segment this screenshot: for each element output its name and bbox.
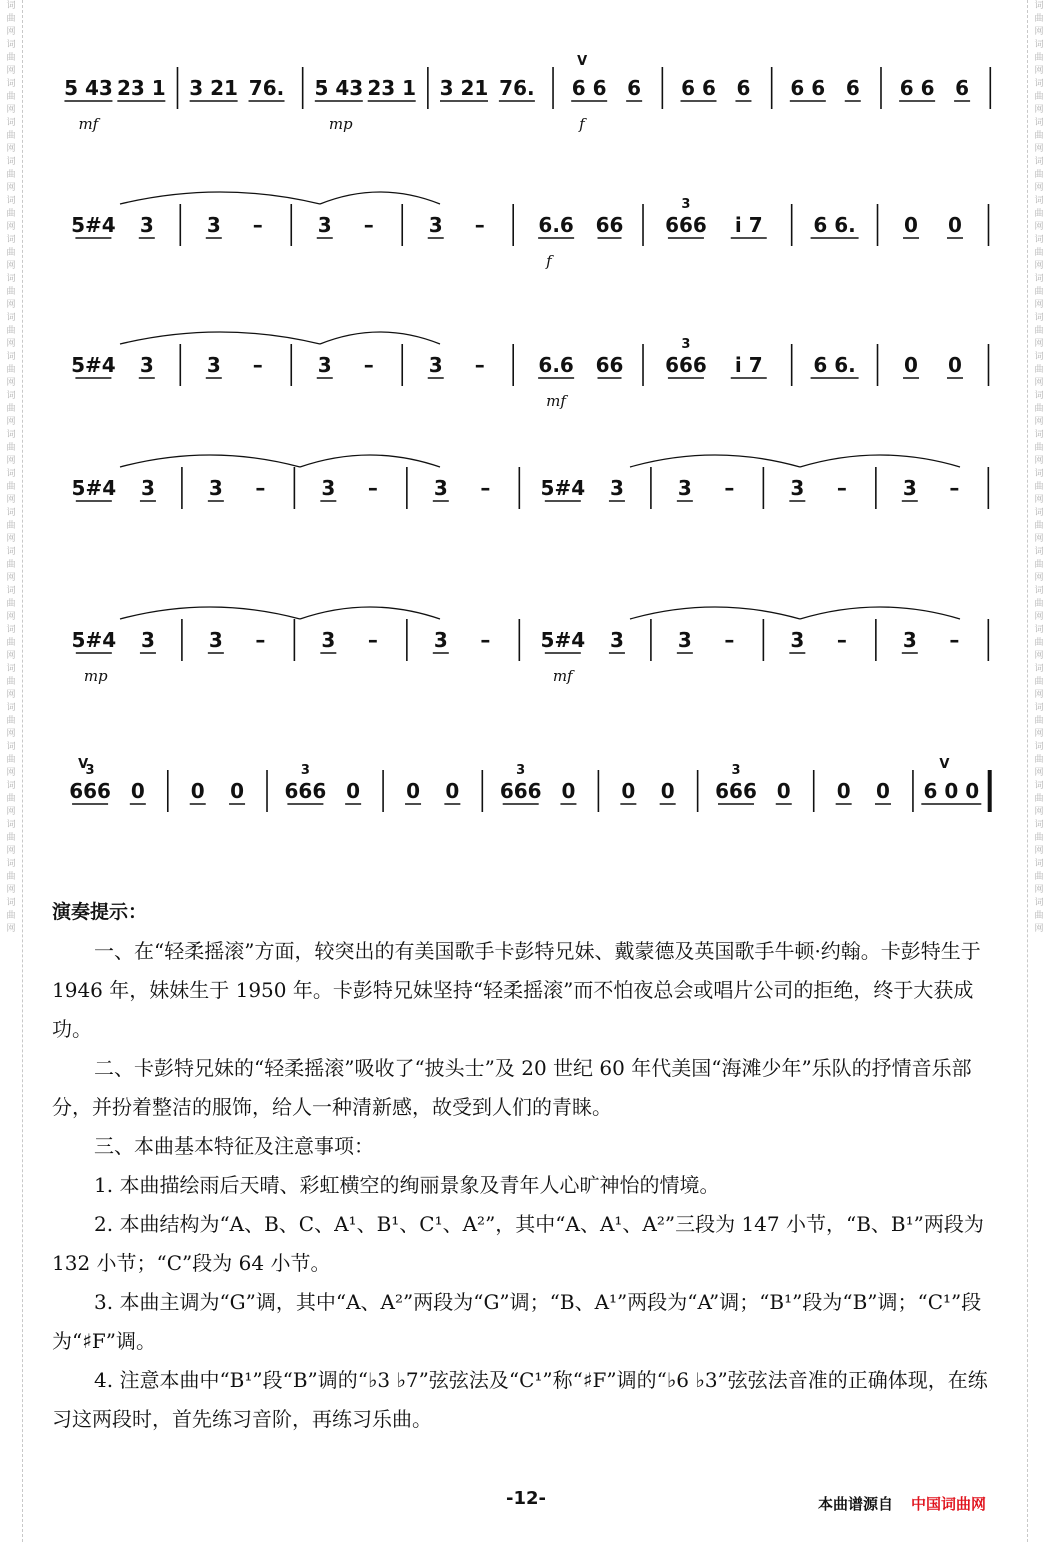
watermark-char: 网 [1034,924,1044,934]
watermark-char: 词 [1034,274,1044,284]
watermark-char: 网 [6,144,16,154]
score-note: – [949,628,960,652]
hint-paragraph-2: 二、卡彭特兄妹的“轻柔摇滚”吸收了“披头士”及 20 世纪 60 年代美国“海滩少年”乐队的抒情音乐部分，并扮着整洁的服饰，给人一种清新感，故受到人们的青睐。 [52,1056,972,1119]
watermark-char: 曲 [6,131,16,141]
score-note: 3 [428,213,443,237]
score-note: – [367,628,378,652]
score-note: 3 [139,353,154,377]
watermark-char: 词 [6,781,16,791]
watermark-char: 网 [1034,183,1044,193]
score-note: 0 [621,779,636,803]
watermark-char: 网 [6,417,16,427]
watermark-char: 网 [1034,417,1044,427]
score-note: 0 [836,779,851,803]
watermark-char: 词 [6,430,16,440]
score-note: – [724,628,735,652]
watermark-char: 曲 [6,53,16,63]
score-note: 3 [677,476,692,500]
score-note: 0 [561,779,576,803]
watermark-char: 词 [6,469,16,479]
score-note: 5#4 [71,213,116,237]
watermark-char: 曲 [1034,482,1044,492]
score-note: 3 [677,628,692,652]
watermark-char: 网 [6,105,16,115]
watermark-char: 曲 [6,14,16,24]
breath-mark: V [939,757,950,772]
watermark-char: 词 [1034,469,1044,479]
watermark-char: 曲 [1034,716,1044,726]
score-note: – [949,476,960,500]
watermark-char: 网 [1034,690,1044,700]
watermark-char: 词 [1034,196,1044,206]
watermark-char: 网 [6,300,16,310]
watermark-char: 网 [1034,456,1044,466]
slur-arc [800,455,960,467]
watermark-char: 网 [1034,339,1044,349]
watermark-char: 词 [6,235,16,245]
watermark-char: 网 [6,690,16,700]
score-note: 6 [845,76,860,100]
watermark-char: 词 [6,118,16,128]
score-note: 3 [902,476,917,500]
watermark-char: 词 [6,391,16,401]
score-note: 3 [433,628,448,652]
score-note: 5#4 [71,476,117,500]
watermark-char: 词 [6,859,16,869]
score-note: 0 [346,779,361,803]
score-note: 3 [208,628,223,652]
score-note: 5#4 [71,628,117,652]
watermark-char: 网 [1034,495,1044,505]
watermark-char: 词 [6,274,16,284]
watermark-char: 网 [1034,846,1044,856]
slur-arc [630,607,800,619]
watermark-char: 网 [1034,807,1044,817]
watermark-char: 网 [1034,144,1044,154]
watermark-char: 网 [6,651,16,661]
dynamic-mark: mp [83,667,108,685]
watermark-char: 词 [6,586,16,596]
watermark-char: 网 [1034,222,1044,232]
watermark-char: 词 [6,79,16,89]
slur-arc [120,455,300,467]
watermark-char: 网 [6,222,16,232]
watermark-char: 网 [1034,66,1044,76]
watermark-char: 网 [6,66,16,76]
triplet-mark: 3 [85,763,95,778]
slur-arc [300,455,440,467]
watermark-char: 曲 [1034,53,1044,63]
triplet-mark: 3 [516,763,526,778]
watermark-char: 曲 [1034,248,1044,258]
watermark-char: 曲 [6,92,16,102]
score-note: 3 [206,353,221,377]
hint-paragraph-6: 3. 本曲主调为“G”调，其中“A、A²”两段为“G”调；“B、A¹”两段为“A”调；“B¹”段为“B”调；“C¹”段为“♯F”调。 [52,1290,982,1353]
score-note: – [363,213,374,237]
score-note: 6 [955,76,970,100]
slur-arc [630,455,800,467]
score-note: 5 43 [64,76,113,100]
score-note: 6 [627,76,642,100]
watermark-char: 词 [6,547,16,557]
watermark-char: 词 [1034,430,1044,440]
watermark-char: 词 [6,1,16,11]
watermark-char: 曲 [6,755,16,765]
score-note: 66 [595,213,624,237]
watermark-char: 曲 [1034,755,1044,765]
watermark-char: 词 [1034,235,1044,245]
breath-mark: V [577,54,588,69]
dynamic-mark: mf [546,392,566,410]
watermark-char: 词 [6,313,16,323]
dynamic-mark: mf [552,667,573,685]
slur-arc [320,332,440,344]
score-note: 23 1 [367,76,417,100]
score-note: 6 6 [681,76,716,100]
watermark-char: 曲 [1034,638,1044,648]
watermark-char: 曲 [1034,872,1044,882]
score-note: – [836,476,847,500]
source-credit [818,1493,986,1514]
score-note: – [367,476,378,500]
score-note: 3 [790,628,805,652]
score-note: 6 6. [813,213,856,237]
watermark-char: 词 [6,742,16,752]
watermark-char: 曲 [6,560,16,570]
watermark-char: 网 [6,768,16,778]
slur-arc [300,607,440,619]
score-note: 0 [948,213,962,237]
hint-paragraph-4: 1. 本曲描绘雨后天晴、彩虹横空的绚丽景象及青年人心旷神怡的情境。 [94,1173,720,1197]
score-note: – [480,628,491,652]
triplet-mark: 3 [731,763,741,778]
watermark-char: 词 [1034,625,1044,635]
slur-arc [320,192,440,204]
score-note: 0 [776,779,791,803]
watermark-char: 网 [1034,534,1044,544]
watermark-char: 曲 [6,248,16,258]
hint-paragraph-1: 一、在“轻柔摇滚”方面，较突出的有美国歌手卡彭特兄妹、戴蒙德及英国歌手牛顿·约翰。卡彭特生于 1946 年，妹妹生于 1950 年。卡彭特兄妹坚持“轻柔摇滚”而不怕夜总会或唱片公司的拒绝，终于大获成功。 [52,939,981,1041]
score-note: 66 [595,353,624,377]
watermark-char: 网 [6,456,16,466]
score-note: i 7 [734,353,763,377]
score-note: i 7 [734,213,763,237]
score-note: 6 6. [813,353,856,377]
score-note: – [252,353,263,377]
score-note: 5#4 [540,476,586,500]
score-note: 0 [406,779,421,803]
score-note: 0 [130,779,145,803]
watermark-char: 曲 [1034,560,1044,570]
score-note: 0 [904,213,918,237]
watermark-char: 网 [6,378,16,388]
watermark-char: 曲 [6,716,16,726]
score-note: 3 [609,476,624,500]
watermark-char: 词 [6,625,16,635]
score-note: – [474,213,485,237]
slur-arc [120,607,300,619]
watermark-char: 词 [1034,352,1044,362]
watermark-char: 曲 [1034,326,1044,336]
watermark-char: 曲 [1034,92,1044,102]
watermark-char: 曲 [6,599,16,609]
watermark-char: 词 [1034,898,1044,908]
watermark-char: 曲 [1034,794,1044,804]
watermark-char: 曲 [6,872,16,882]
score-note: 666 [284,779,327,803]
watermark-char: 词 [1034,157,1044,167]
watermark-char: 网 [6,885,16,895]
watermark-char: 曲 [1034,131,1044,141]
page-number: -12- [506,1488,546,1509]
watermark-char: 词 [6,898,16,908]
performance-hints [52,893,997,1439]
watermark-char: 词 [1034,781,1044,791]
watermark-char: 网 [1034,612,1044,622]
score-note: 0 [876,779,890,803]
watermark-char: 网 [6,573,16,583]
watermark-char: 网 [6,495,16,505]
watermark-char: 曲 [1034,521,1044,531]
breath-mark: V [78,757,89,772]
score-note: 76. [499,76,535,100]
score-note: 3 [317,353,332,377]
score-note: 3 21 [439,76,489,100]
score-note: 6 6 [571,76,607,100]
watermark-char: 曲 [6,911,16,921]
score-note: 3 [790,476,805,500]
watermark-char: 网 [6,261,16,271]
score-note: 6 0 0 [923,779,980,803]
score-note: 6.6 [538,213,574,237]
source-site-link[interactable]: 中国词曲网 [911,1495,987,1513]
dynamic-mark: f [579,115,585,133]
watermark-char: 词 [1034,118,1044,128]
score-note: – [252,213,263,237]
watermark-char: 网 [6,183,16,193]
hints-title: 演奏提示： [52,901,148,923]
score-note: 3 [428,353,443,377]
watermark-char: 词 [1034,508,1044,518]
watermark-char: 网 [1034,300,1044,310]
watermark-char: 曲 [6,794,16,804]
triplet-mark: 3 [300,763,310,778]
score-note: 0 [660,779,675,803]
watermark-char: 网 [6,534,16,544]
score-note: 6 6 [899,76,935,100]
hint-paragraph-7: 4. 注意本曲中“B¹”段“B”调的“♭3 ♭7”弦弦法及“C¹”称“♯F”调的“♭6 ♭3”弦弦法音准的正确体现，在练习这两段时，首先练习音阶，再练习乐曲。 [52,1368,988,1431]
watermark-char: 词 [6,157,16,167]
watermark-char: 网 [6,807,16,817]
score-note: – [255,476,266,500]
score-note: 3 [208,476,223,500]
watermark-char: 曲 [1034,287,1044,297]
watermark-char: 词 [6,508,16,518]
score-note: 3 21 [189,76,238,100]
watermark-char: 曲 [6,287,16,297]
score-note: 0 [190,779,205,803]
score-note: 3 [609,628,624,652]
watermark-char: 词 [1034,547,1044,557]
watermark-char: 词 [6,820,16,830]
watermark-char: 网 [6,729,16,739]
score-note: 666 [665,353,707,377]
score-note: – [724,476,735,500]
watermark-char: 网 [1034,768,1044,778]
score-note: 5#4 [71,353,116,377]
score-note: 23 1 [116,76,166,100]
source-label: 本曲谱源自 [818,1495,894,1513]
watermark-char: 词 [1034,859,1044,869]
score-note: 0 [948,353,962,377]
triplet-mark: 3 [681,197,691,212]
watermark-char: 曲 [1034,599,1044,609]
watermark-char: 词 [6,40,16,50]
watermark-char: 曲 [1034,443,1044,453]
score-note: 666 [715,779,757,803]
watermark-char: 曲 [6,482,16,492]
score-note: 3 [140,476,155,500]
dynamic-mark: f [546,252,552,270]
score-note: 6.6 [538,353,574,377]
score-note: 666 [69,779,111,803]
watermark-char: 曲 [6,677,16,687]
watermark-char: 网 [1034,261,1044,271]
watermark-char: 词 [1034,40,1044,50]
watermark-char: 网 [6,612,16,622]
watermark-char: 曲 [6,365,16,375]
watermark-char: 网 [1034,885,1044,895]
watermark-char: 曲 [6,521,16,531]
watermark-char: 曲 [6,443,16,453]
watermark-char: 曲 [6,833,16,843]
slur-arc [800,607,960,619]
slur-arc [120,332,320,344]
score-note: – [836,628,847,652]
score-note: 76. [248,76,285,100]
watermark-char: 词 [1034,1,1044,11]
watermark-char: 网 [6,846,16,856]
triplet-mark: 3 [681,337,691,352]
watermark-char: 网 [6,339,16,349]
score-note: 666 [499,779,542,803]
score-note: 3 [433,476,448,500]
watermark-char: 网 [1034,651,1044,661]
watermark-char: 词 [6,352,16,362]
dynamic-mark: mp [328,115,353,133]
score-note: 6 [736,76,751,100]
watermark-char: 曲 [1034,833,1044,843]
watermark-char: 网 [1034,729,1044,739]
watermark-char: 词 [1034,742,1044,752]
score-note: 5 43 [314,76,364,100]
watermark-char: 曲 [1034,677,1044,687]
watermark-char: 网 [6,27,16,37]
score-note: – [480,476,491,500]
watermark-char: 曲 [1034,365,1044,375]
watermark-char: 词 [1034,703,1044,713]
watermark-char: 词 [6,664,16,674]
watermark-char: 曲 [1034,209,1044,219]
watermark-char: 曲 [6,209,16,219]
watermark-char: 网 [1034,105,1044,115]
score-note: 3 [139,213,154,237]
hint-paragraph-3: 三、本曲基本特征及注意事项： [94,1134,374,1158]
score-note: 3 [206,213,221,237]
watermark-char: 曲 [1034,170,1044,180]
score-note: – [474,353,485,377]
watermark-char: 词 [1034,586,1044,596]
dynamic-mark: mf [78,115,99,133]
watermark-char: 词 [6,703,16,713]
watermark-char: 词 [1034,664,1044,674]
score-note: 3 [317,213,332,237]
watermark-char: 词 [1034,391,1044,401]
watermark-char: 词 [1034,79,1044,89]
watermark-char: 网 [6,924,16,934]
score-note: 0 [904,353,918,377]
score-note: 3 [321,476,336,500]
watermark-char: 网 [1034,27,1044,37]
score-note: 3 [321,628,336,652]
watermark-char: 曲 [1034,14,1044,24]
watermark-char: 词 [1034,313,1044,323]
watermark-char: 网 [1034,573,1044,583]
score-note: 0 [445,779,460,803]
hint-paragraph-5: 2. 本曲结构为“A、B、C、A¹、B¹、C¹、A²”，其中“A、A¹、A²”三段为 147 小节，“B、B¹”两段为 132 小节；“C”段为 64 小节。 [52,1212,984,1275]
slur-arc [120,192,320,204]
score-note: 666 [665,213,707,237]
watermark-char: 曲 [6,170,16,180]
watermark-char: 词 [1034,820,1044,830]
score-note: 0 [230,779,245,803]
score-note: – [363,353,374,377]
watermark-char: 曲 [1034,404,1044,414]
watermark-char: 曲 [6,326,16,336]
watermark-char: 曲 [6,404,16,414]
score-note: 3 [140,628,155,652]
score-note: 5#4 [540,628,586,652]
score-note: 6 6 [790,76,826,100]
score-note: – [255,628,266,652]
score-note: 3 [902,628,917,652]
watermark-char: 词 [6,196,16,206]
watermark-char: 曲 [1034,911,1044,921]
watermark-char: 曲 [6,638,16,648]
watermark-char: 网 [1034,378,1044,388]
